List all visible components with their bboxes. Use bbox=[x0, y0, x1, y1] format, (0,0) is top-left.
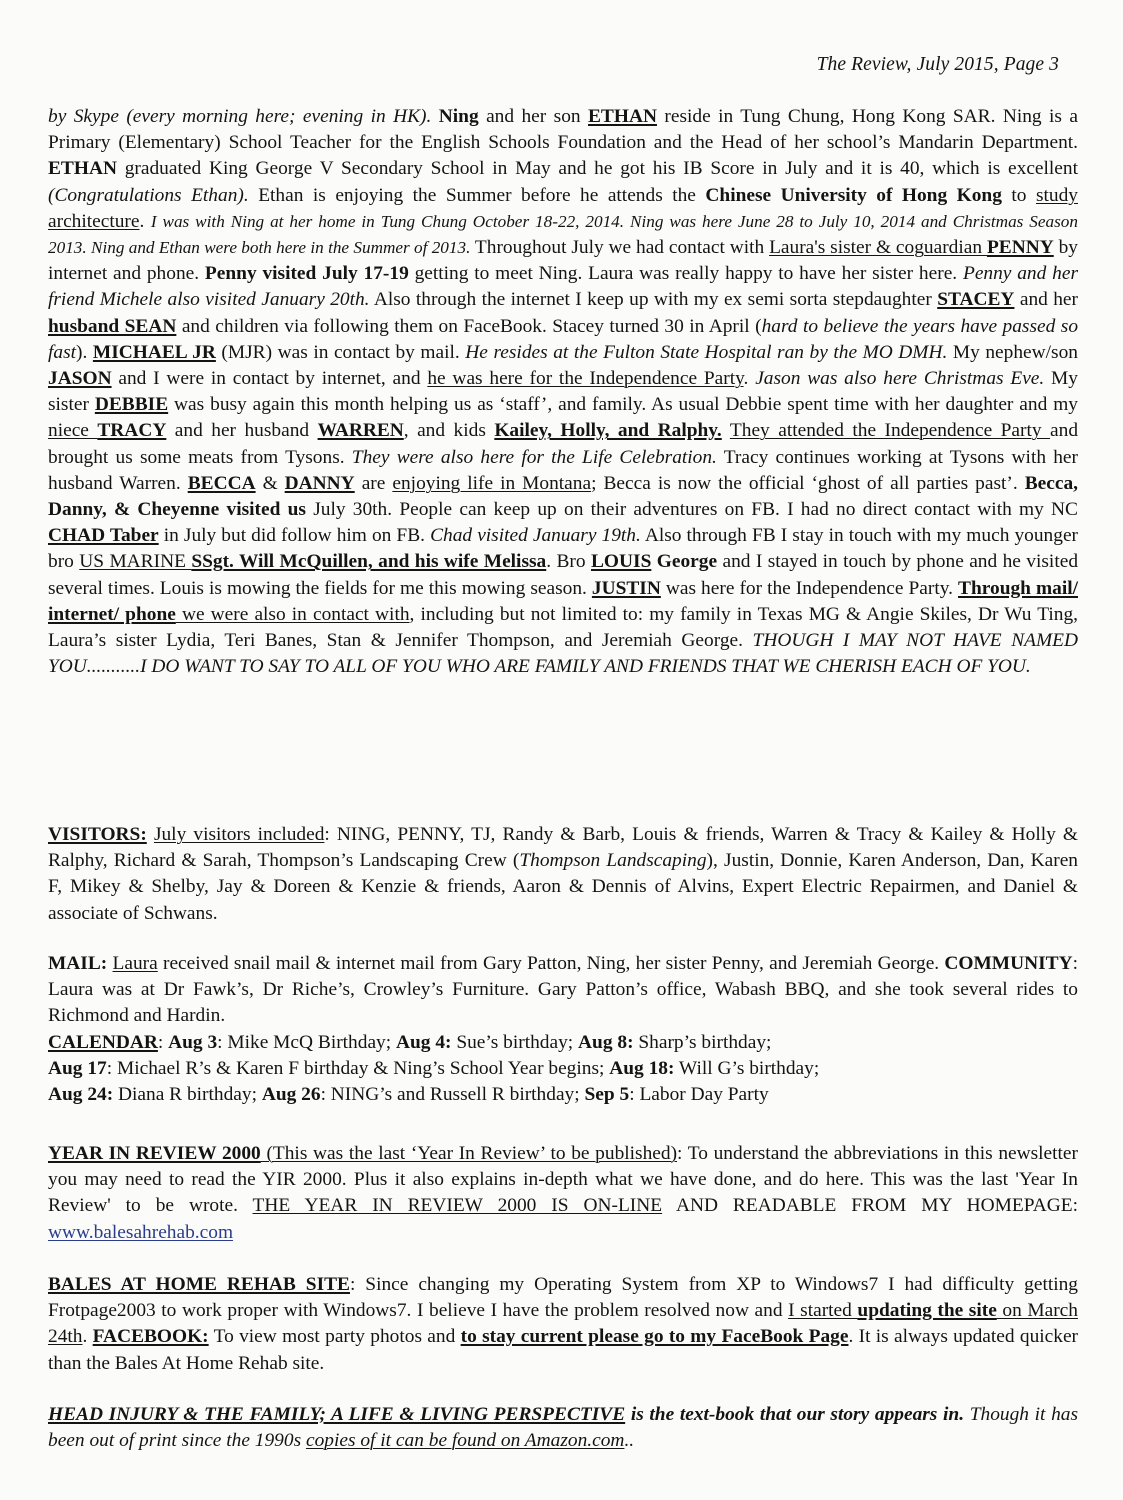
name-debbie: DEBBIE bbox=[94, 394, 169, 416]
text: He resides at the Fulton State Hospital ran by the MO DMH. bbox=[465, 341, 948, 363]
text: (This was the last ‘Year In Review’ to be published) bbox=[260, 1143, 678, 1164]
calendar-date: Aug 4: bbox=[395, 1031, 452, 1053]
text: on March 24th bbox=[48, 1300, 1078, 1348]
section-label: FACEBOOK: bbox=[92, 1326, 209, 1348]
year-in-review-section bbox=[48, 1141, 1078, 1246]
name-becca: BECCA bbox=[187, 472, 256, 494]
text: niece bbox=[48, 420, 98, 442]
rehab-site-section bbox=[48, 1272, 1078, 1377]
name-michael-jr: MICHAEL JR bbox=[92, 341, 216, 363]
text: Sue’s birthday; bbox=[451, 1031, 579, 1053]
calendar-date: Aug 8: bbox=[578, 1031, 634, 1053]
name-will: SSgt. Will McQuillen, and his wife Melissa bbox=[191, 551, 547, 573]
text: Though it has been out of print since the 1990s bbox=[48, 1404, 1079, 1452]
text: and I stayed in touch by phone and he visited several times. Louis is mowing the fields for me this mowing season. bbox=[48, 551, 1079, 599]
text: are bbox=[354, 472, 393, 494]
text: George bbox=[651, 551, 718, 573]
text: (MJR) was in contact by mail. bbox=[215, 341, 466, 363]
text: They were also here for the Life Celebration. bbox=[351, 446, 717, 468]
text: THE YEAR IN REVIEW 2000 IS ON-LINE bbox=[252, 1195, 663, 1217]
book-title: HEAD INJURY & THE FAMILY; A LIFE & LIVING PERSPECTIVE bbox=[48, 1404, 626, 1425]
text: Ethan is enjoying the Summer before he attends the bbox=[248, 184, 706, 206]
text: July 30th. People can keep up on their adventures on FB. I had no direct contact with my NC bbox=[305, 499, 1078, 521]
text: Laura bbox=[112, 953, 158, 974]
text: in July but did follow him on FB. bbox=[158, 525, 431, 547]
section-label: CALENDAR bbox=[48, 1031, 158, 1053]
text: Also through the internet I keep up with my ex semi sorta stepdaughter bbox=[369, 289, 938, 311]
text: They attended the Independence Party bbox=[729, 420, 1051, 442]
text: getting to meet Ning. Laura was really happy to have her sister here. bbox=[408, 263, 963, 285]
names-kids: Kailey, Holly, and Ralphy. bbox=[494, 420, 722, 442]
text: and brought us some meats from Tysons. bbox=[48, 420, 1079, 468]
text: . Bro bbox=[546, 551, 591, 573]
text: ; Becca is now the official ‘ghost of all parties past’. bbox=[591, 472, 1025, 494]
text: AND READABLE FROM MY HOMEPAGE: bbox=[662, 1195, 1078, 1217]
name-ethan: ETHAN bbox=[588, 106, 657, 127]
text: by Skype (every morning here; evening in HK). bbox=[48, 106, 432, 127]
text: was busy again this month helping us as ‘staff’, and family. As usual Debbie spent time with her daughter and my bbox=[168, 394, 1078, 416]
text: To view most party photos and bbox=[208, 1326, 461, 1348]
text: is the text-book that our story appears in. bbox=[625, 1404, 965, 1425]
text: : NING’s and Russell R birthday; bbox=[320, 1084, 585, 1106]
text: Thompson Landscaping bbox=[519, 850, 707, 872]
name-ning: Ning bbox=[438, 106, 479, 127]
name-justin: JUSTIN bbox=[591, 577, 661, 599]
text: : Mike McQ Birthday; bbox=[217, 1031, 396, 1053]
text: Jason was also here Christmas Eve. bbox=[755, 368, 1045, 390]
name-danny: DANNY bbox=[284, 472, 355, 494]
text: reside in Tung Chung, Hong Kong SAR. Ning is a Primary (Elementary) School Teacher for the English Schools Foundation and the Head of her school’s Mandarin Department. bbox=[48, 106, 1078, 154]
text: , and kids bbox=[403, 420, 495, 442]
text: I started bbox=[788, 1300, 858, 1322]
name-louis: LOUIS bbox=[591, 551, 652, 573]
calendar-date: Aug 3 bbox=[168, 1031, 218, 1053]
section-label: COMMUNITY bbox=[944, 953, 1073, 974]
name-penny: PENNY bbox=[986, 237, 1054, 259]
text: hard to believe the years have passed so fast bbox=[48, 315, 1079, 363]
text: and her bbox=[1014, 289, 1078, 311]
text: Also through FB I stay in touch with my much younger bro bbox=[48, 525, 1079, 573]
text: to bbox=[1001, 184, 1036, 206]
text: we were also in contact with bbox=[175, 603, 410, 625]
section-label: BALES AT HOME REHAB SITE bbox=[48, 1274, 350, 1295]
text: Sharp’s birthday; bbox=[633, 1031, 772, 1053]
text: and I were in contact by internet, and bbox=[111, 368, 428, 390]
book-section bbox=[48, 1402, 1078, 1454]
section-label: MAIL: bbox=[48, 953, 108, 974]
text: My sister bbox=[48, 368, 1078, 416]
text: received snail mail & internet mail from Gary Patton, Ning, her sister Penny, and Jeremiah George. bbox=[157, 953, 945, 974]
text: and children via following them on FaceBook. Stacey turned 30 in April ( bbox=[176, 315, 762, 337]
text: : Labor Day Party bbox=[629, 1084, 769, 1106]
text: : Since changing my Operating System from XP to Windows7 I had difficulty getting Frotpage2003 to work proper with Windows7. I believe I have the problem resolved now and bbox=[48, 1274, 1079, 1322]
university-name: Chinese University of Hong Kong bbox=[705, 184, 1002, 206]
homepage-link[interactable]: www.balesahrehab.com bbox=[48, 1221, 234, 1243]
page-header: The Review, July 2015, Page 3 bbox=[816, 54, 1059, 75]
text: My nephew/son bbox=[947, 341, 1078, 363]
text: July visitors included bbox=[153, 824, 325, 845]
text: he was here for the Independence Party bbox=[427, 368, 744, 390]
text: study architecture bbox=[48, 184, 1078, 232]
text: : To understand the abbreviations in this newsletter you may need to read the YIR 2000. Plus it also explains in-depth what we have done, and do here. This was the last 'Year In Review' to be wrote. bbox=[48, 1143, 1078, 1217]
name-chad: CHAD Taber bbox=[48, 525, 159, 547]
text: Will G’s birthday; bbox=[674, 1057, 820, 1079]
text: enjoying life in Montana bbox=[392, 472, 592, 494]
mail-community-calendar-section bbox=[48, 951, 1078, 1108]
text: . bbox=[139, 210, 151, 232]
text: ). bbox=[76, 341, 93, 363]
text: & bbox=[255, 472, 285, 494]
text: Diana R birthday; bbox=[113, 1084, 262, 1106]
text: was here for the Independence Party. bbox=[660, 577, 959, 599]
name-ethan: ETHAN bbox=[48, 158, 117, 180]
text: and her husband bbox=[166, 420, 318, 442]
calendar-date: Aug 17 bbox=[48, 1057, 107, 1079]
name-warren: WARREN bbox=[317, 420, 404, 442]
text: Throughout July we had contact with bbox=[470, 237, 770, 259]
text: . bbox=[743, 368, 756, 390]
text: : bbox=[157, 1031, 169, 1053]
facebook-page-reference: to stay current please go to my FaceBook Page bbox=[460, 1326, 849, 1348]
text: Becca, Danny, & Cheyenne visited us bbox=[48, 472, 1078, 521]
name-stacey: STACEY bbox=[937, 289, 1015, 311]
text: and her son bbox=[478, 106, 588, 127]
text: (Congratulations Ethan). bbox=[48, 184, 249, 206]
text: Laura's sister & coguardian bbox=[769, 237, 987, 259]
text: . It is always updated quicker than the Bales At Home Rehab site. bbox=[48, 1326, 1079, 1374]
text: .. bbox=[624, 1430, 635, 1452]
text: Penny and her friend Michele also visited January 20th. bbox=[48, 263, 1078, 311]
text: copies of it can be found on Amazon.com bbox=[305, 1430, 625, 1452]
text: Through mail/ internet/ phone bbox=[48, 577, 1078, 625]
family-news-paragraph bbox=[48, 104, 1078, 680]
calendar-date: Aug 24: bbox=[48, 1084, 114, 1106]
text: updating the site bbox=[857, 1300, 997, 1322]
text: . bbox=[82, 1326, 93, 1348]
text: by internet and phone. bbox=[48, 237, 1078, 285]
text: ), Justin, Donnie, Karen Anderson, Dan, Karen F, Mikey & Shelby, Jay & Doreen & Kenzie & friends, Aaron & Dennis of Alvins, Expert Electric Repairmen, and Daniel & associate of Schwans. bbox=[48, 850, 1078, 924]
name-jason: JASON bbox=[48, 368, 112, 390]
text: Tracy continues working at Tysons with her husband Warren. bbox=[48, 446, 1078, 494]
closing-message: THOUGH I MAY NOT HAVE NAMED YOU...........I DO WANT TO SAY TO ALL OF YOU WHO ARE FAMILY AND FRIENDS THAT WE CHERISH EACH OF YOU. bbox=[48, 630, 1078, 678]
text bbox=[722, 420, 730, 441]
calendar-date: Sep 5 bbox=[584, 1084, 630, 1106]
text: , including but not limited to: my family in Texas MG & Angie Skiles, Dr Wu Ting, Laura’s sister Lydia, Teri Banes, Stan & Jennifer Thompson, and Jeremiah George. bbox=[48, 603, 1078, 652]
text: : NING, PENNY, TJ, Randy & Barb, Louis & friends, Warren & Tracy & Kailey & Holly & Ralphy, Richard & Sarah, Thompson’s Landscaping Crew ( bbox=[48, 824, 1079, 872]
section-label: YEAR IN REVIEW 2000 bbox=[48, 1143, 261, 1164]
text: Penny visited July 17-19 bbox=[204, 263, 409, 285]
name-sean: husband SEAN bbox=[48, 315, 177, 337]
section-label: VISITORS: bbox=[48, 824, 147, 845]
text: I was with Ning at her home in Tung Chung October 18-22, 2014. Ning was here June 28 to July 10, 2014 and Christmas Season 2013. Ning and Ethan were both here in the Summer of 2013. bbox=[48, 211, 1078, 258]
text: : Michael R’s & Karen F birthday & Ning’s School Year begins; bbox=[106, 1057, 610, 1079]
text: : Laura was at Dr Fawk’s, Dr Riche’s, Crowley’s Furniture. Gary Patton’s office, Wabash BBQ, and she took several rides to Richmond and Hardin. bbox=[48, 953, 1078, 1027]
visitors-section bbox=[48, 822, 1078, 927]
text: US MARINE bbox=[79, 551, 192, 573]
text: graduated King George V Secondary School in May and he got his IB Score in July and it is 40, which is excellent bbox=[116, 158, 1078, 180]
text: Chad visited January 19th. bbox=[430, 525, 641, 547]
calendar-date: Aug 18: bbox=[609, 1057, 675, 1079]
calendar-date: Aug 26 bbox=[261, 1084, 321, 1106]
name-tracy: TRACY bbox=[97, 420, 167, 442]
